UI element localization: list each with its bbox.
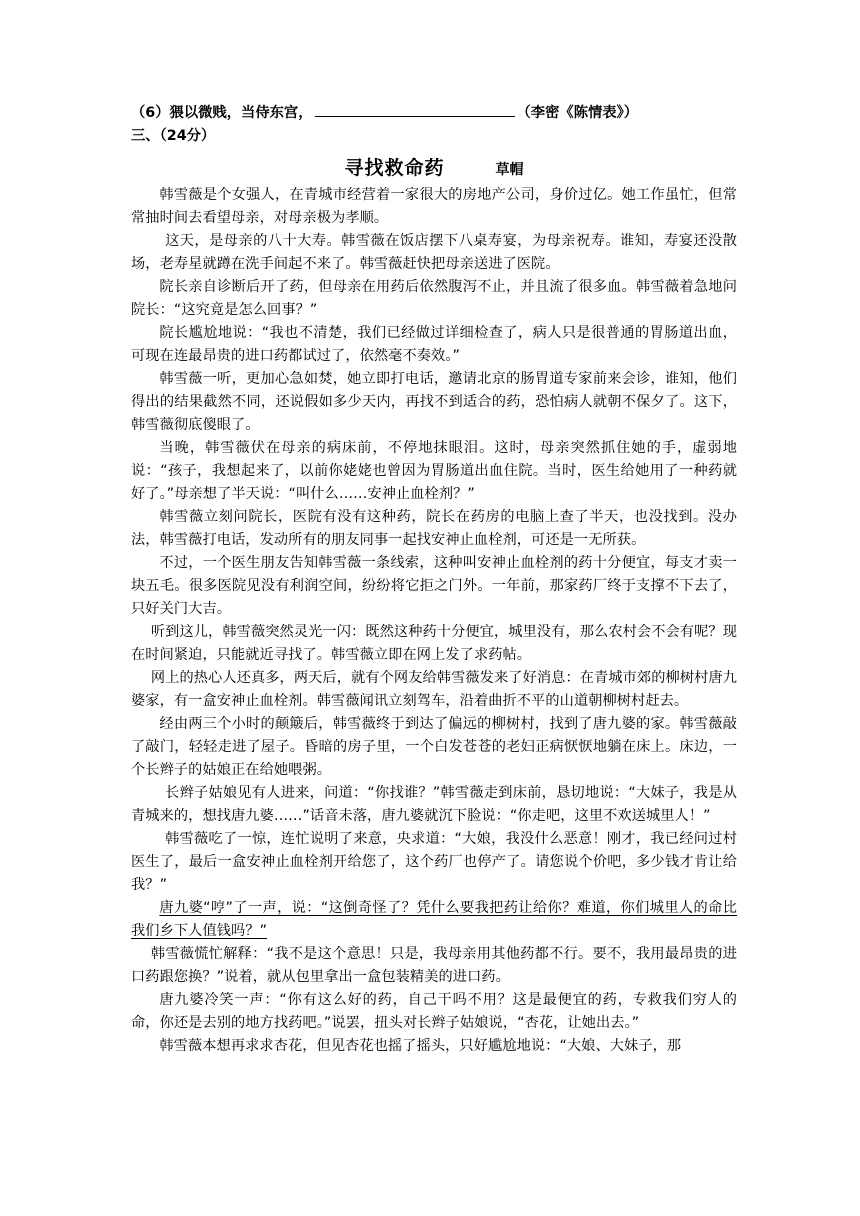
story-body bbox=[131, 184, 737, 1058]
paragraph-16: 唐九婆冷笑一声：“你有这么好的药，自己干吗不用？这是最便宜的药，专救我们穷人的命，你还是去别的地方找药吧。”说罢，扭头对长辫子姑娘说，“杏花，让她出去。” bbox=[131, 992, 737, 1032]
paragraph-17: 韩雪薇本想再求求杏花，但见杏花也摇了摇头，只好尴尬地说：“大娘、大妹子，那 bbox=[159, 1038, 682, 1055]
paragraph-9: 听到这儿，韩雪薇突然灵光一闪：既然这种药十分便宜，城里没有，那么农村会不会有呢？现在时间紧迫，只能就近寻找了。韩雪薇立即在网上发了求药帖。 bbox=[131, 624, 737, 664]
paragraph-7: 韩雪薇立刻问院长，医院有没有这种药，院长在药房的电脑上查了半天，也没找到。没办法，韩雪薇打电话，发动所有的朋友同事一起找安神止血栓剂，可还是一无所获。 bbox=[131, 509, 737, 549]
paragraph-1: 韩雪薇是个女强人，在青城市经营着一家很大的房地产公司，身价过亿。她工作虽忙，但常常抽时间去看望母亲，对母亲极为孝顺。 bbox=[131, 187, 737, 227]
section-heading: 三、（24分） bbox=[131, 127, 216, 144]
paragraph-13: 韩雪薇吃了一惊，连忙说明了来意，央求道：“大娘，我没什么恶意！刚才，我已经问过村医生了，最后一盒安神止血栓剂开给您了，这个药厂也停产了。请您说个价吧，多少钱才肯让给我？” bbox=[131, 831, 737, 894]
story-title-row bbox=[131, 153, 737, 180]
paragraph-4: 院长尴尬地说：“我也不清楚，我们已经做过详细检查了，病人只是很普通的胃肠道出血，可现在连最昂贵的进口药都试过了，依然毫不奏效。” bbox=[131, 325, 737, 365]
question-6-prefix: （6）猥以微贱，当侍东宫， bbox=[131, 105, 313, 121]
paragraph-2: 这天，是母亲的八十大寿。韩雪薇在饭店摆下八桌寿宴，为母亲祝寿。谁知，寿宴还没散场，老寿星就蹲在洗手间起不来了。韩雪薇赶快把母亲送进了医院。 bbox=[131, 233, 737, 273]
paragraph-14-underlined: 唐九婆“哼”了一声，说：“这倒奇怪了？凭什么要我把药让给你？难道，你们城里人的命比我们乡下人值钱吗？” bbox=[131, 900, 737, 940]
paragraph-15: 韩雪薇慌忙解释：“我不是这个意思！只是，我母亲用其他药都不行。要不，我用最昂贵的进口药跟您换？”说着，就从包里拿出一盒包装精美的进口药。 bbox=[131, 946, 737, 986]
story-author: 草帽 bbox=[495, 162, 524, 179]
document-page bbox=[131, 102, 737, 1058]
paragraph-6: 当晚，韩雪薇伏在母亲的病床前，不停地抹眼泪。这时，母亲突然抓住她的手，虚弱地说：“孩子，我想起来了，以前你姥姥也曾因为胃肠道出血住院。当时，医生给她用了一种药就好了。”母亲想了半天说：“叫什么……安神止血栓剂？” bbox=[131, 440, 737, 503]
paragraph-3: 院长亲自诊断后开了药，但母亲在用药后依然腹泻不止，并且流了很多血。韩雪薇着急地问院长：“这究竟是怎么回事？” bbox=[131, 279, 737, 319]
paragraph-12: 长辫子姑娘见有人进来，问道：“你找谁？”韩雪薇走到床前，恳切地说：“大妹子，我是从青城来的，想找唐九婆……”话音未落，唐九婆就沉下脸说：“你走吧，这里不欢送城里人！” bbox=[131, 785, 737, 825]
question-6-line bbox=[131, 102, 737, 125]
question-6-suffix: （李密《陈情表》） bbox=[516, 105, 639, 121]
paragraph-10: 网上的热心人还真多，两天后，就有个网友给韩雪薇发来了好消息：在青城市郊的柳树村唐九婆家，有一盒安神止血栓剂。韩雪薇闻讯立刻驾车，沿着曲折不平的山道朝柳树村赶去。 bbox=[131, 670, 737, 710]
question-6-answer-blank[interactable] bbox=[315, 102, 515, 117]
paragraph-8: 不过，一个医生朋友告知韩雪薇一条线索，这种叫安神止血栓剂的药十分便宜，每支才卖一块五毛。很多医院见没有利润空间，纷纷将它拒之门外。一年前，那家药厂终于支撑不下去了，只好关门大吉。 bbox=[131, 555, 737, 618]
paragraph-5: 韩雪薇一听，更加心急如焚，她立即打电话，邀请北京的肠胃道专家前来会诊，谁知，他们得出的结果截然不同，还说假如多少天内，再找不到适合的药，恐怕病人就朝不保夕了。这下，韩雪薇彻底傻眼了。 bbox=[131, 371, 737, 434]
paragraph-11: 经由两三个小时的颠簸后，韩雪薇终于到达了偏远的柳树村，找到了唐九婆的家。韩雪薇敲了敲门，轻轻走进了屋子。昏暗的房子里，一个白发苍苍的老妇正病恹恹地躺在床上。床边，一个长辫子的姑娘正在给她喂粥。 bbox=[131, 716, 737, 779]
story-title: 寻找救命药 bbox=[344, 157, 445, 180]
